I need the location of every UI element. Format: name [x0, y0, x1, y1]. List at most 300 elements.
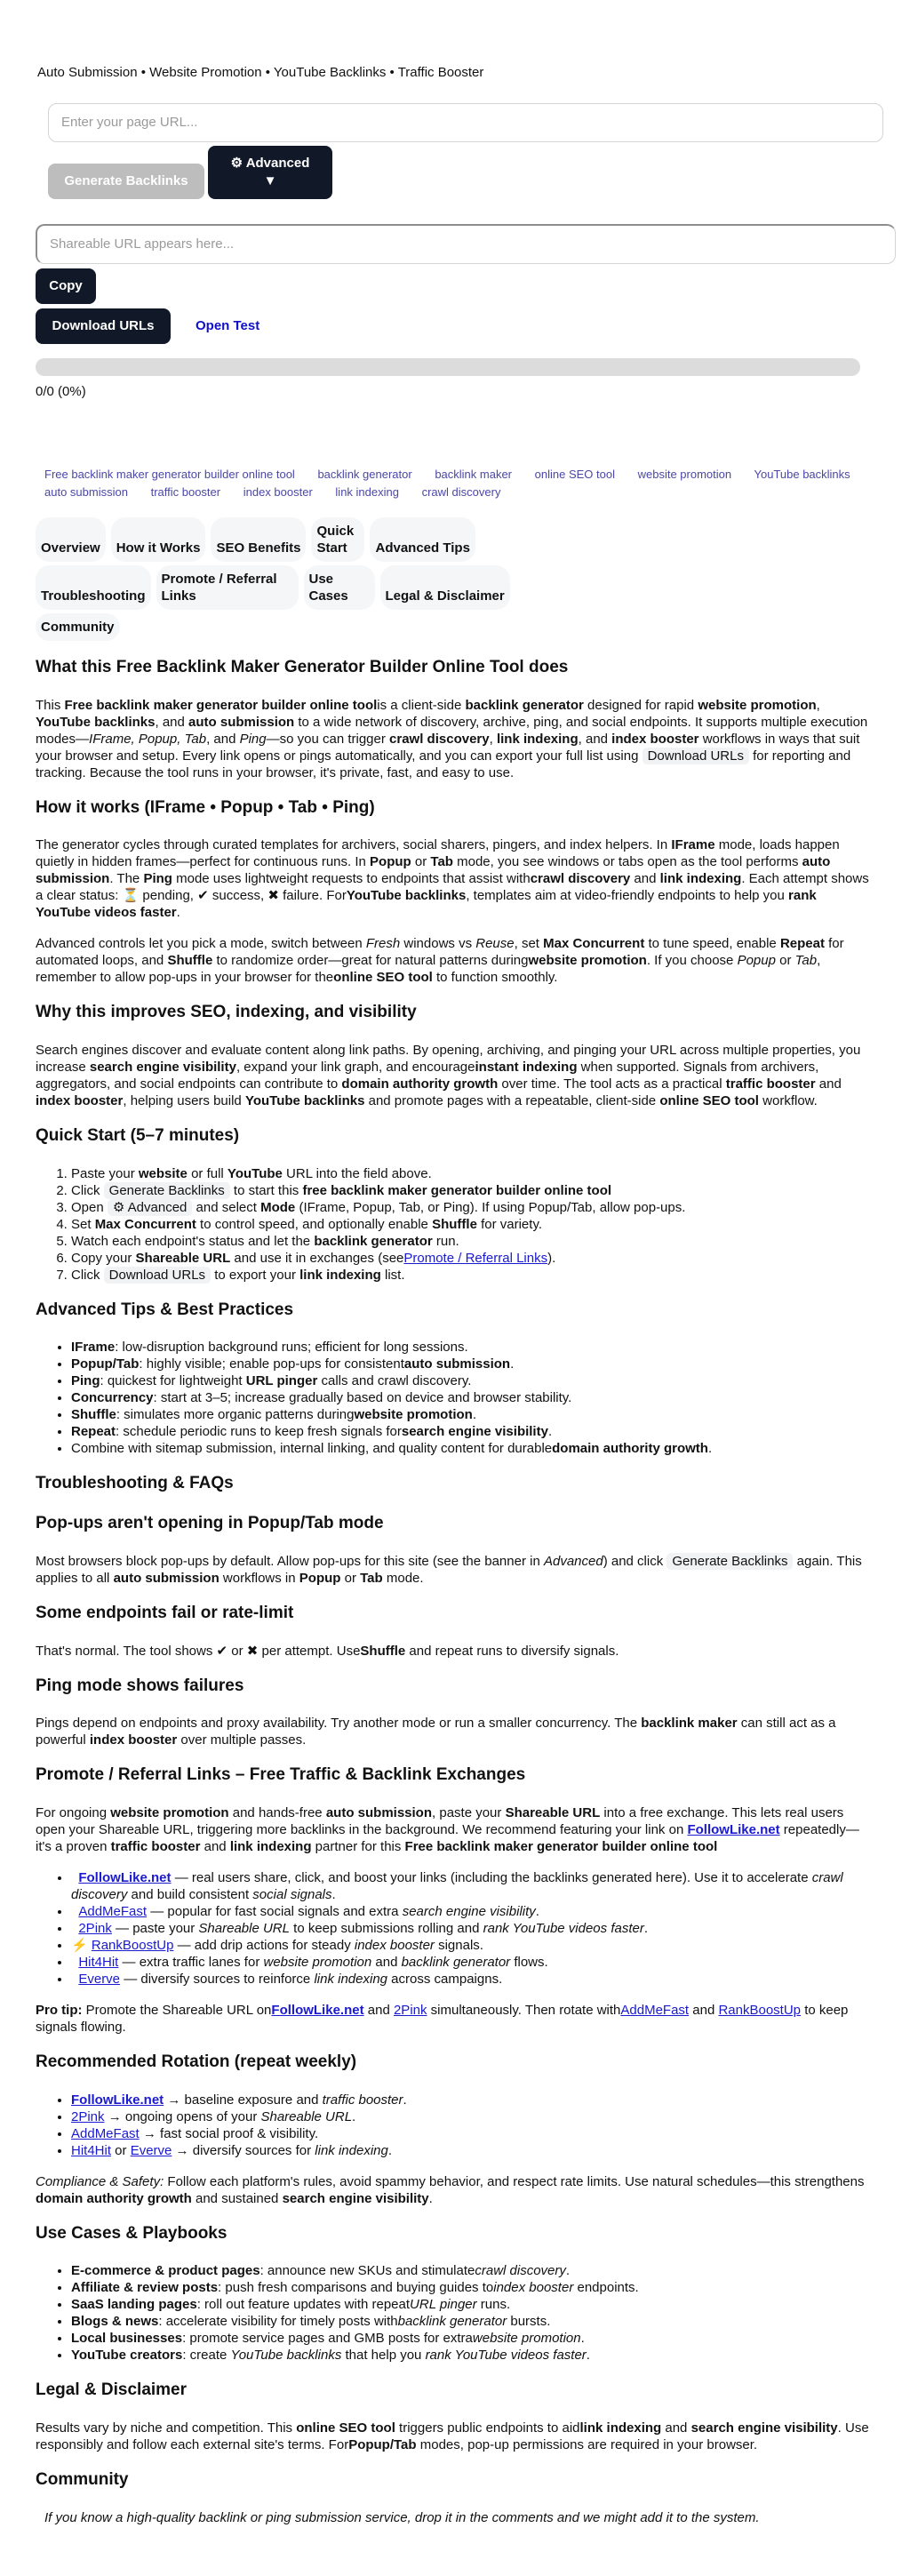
- text: when supported. Signals from archivers, aggregators, and social endpoints can contribute to: [36, 1060, 819, 1092]
- emphasis: Fresh: [365, 936, 401, 952]
- emphasis: Ping: [71, 1373, 100, 1389]
- text: Pings depend on endpoints and proxy availability. Try another mode or run a smaller concurrency. The: [36, 1716, 642, 1732]
- text: That's normal. The tool shows: [36, 1643, 217, 1659]
- tip-item: [71, 1389, 874, 1406]
- tip-item: [71, 1339, 874, 1356]
- faq-title: Pop-ups aren't opening in Popup/Tab mode: [36, 1514, 384, 1533]
- emphasis: crawl discovery: [530, 871, 631, 887]
- emphasis: website promotion: [263, 1954, 372, 1970]
- text: pending,: [139, 888, 198, 904]
- emphasis: Popup: [737, 953, 776, 969]
- text: , expand your link graph, and encourage: [235, 1060, 475, 1076]
- text: and: [689, 2002, 719, 2018]
- text: windows vs: [400, 936, 476, 952]
- text: —so you can trigger: [266, 731, 390, 747]
- text: can still act as a powerful: [36, 1716, 836, 1748]
- keyword-tag[interactable]: crawl discovery: [421, 485, 501, 499]
- emphasis: Ping: [239, 731, 267, 747]
- site-link-hit4hit[interactable]: Hit4Hit: [78, 1954, 119, 1970]
- text: ,: [489, 731, 497, 747]
- section-quick-start: [36, 1125, 874, 1284]
- status-icon: ✔: [197, 888, 209, 904]
- text: crawl discovery: [377, 1373, 468, 1389]
- text: .: [535, 1903, 539, 1919]
- section-legal: [36, 2380, 874, 2453]
- section-title: What this Free Backlink Maker Generator Builder Online Tool does: [36, 658, 569, 676]
- quick-start-step: [71, 1216, 874, 1233]
- text: .: [586, 2348, 590, 2364]
- emphasis: traffic booster: [110, 1838, 201, 1854]
- rotation-item: [71, 2092, 874, 2108]
- text: and hands-free: [228, 1804, 326, 1820]
- use-case-item: [71, 2347, 874, 2364]
- keyword-tag[interactable]: link indexing: [335, 485, 399, 499]
- section-troubleshooting: [36, 1473, 874, 1748]
- section-title: How it works (IFrame • Popup • Tab • Ping): [36, 797, 375, 817]
- emphasis: backlink generator: [397, 2314, 507, 2330]
- text: .: [707, 1441, 713, 1457]
- text: , helping users build: [123, 1093, 245, 1109]
- toc-link-advanced-tips[interactable]: Advanced Tips: [370, 517, 475, 562]
- emphasis: auto submission: [36, 854, 831, 887]
- how-paragraph-1: [36, 836, 874, 921]
- text: : highly visible; enable pop-ups for consistent: [139, 1356, 404, 1372]
- text: and: [371, 1954, 402, 1970]
- text: — paste your: [111, 1920, 199, 1936]
- site-link-addmefast[interactable]: AddMeFast: [78, 1903, 148, 1919]
- tip-item: [71, 1440, 874, 1457]
- advanced-toggle-button[interactable]: [208, 146, 332, 199]
- emphasis: Free backlink maker generator builder online tool: [64, 697, 378, 713]
- status-icon: ⏳: [122, 888, 140, 904]
- emphasis: IFrame: [671, 837, 715, 853]
- text: Combine with sitemap submission, internal linking, and quality content for durable: [71, 1441, 553, 1457]
- tip-item: [71, 1356, 874, 1372]
- why-paragraph: [36, 1042, 874, 1109]
- text: Search engines discover and evaluate content along link paths. By opening, archiving, and pinging your URL across multiple properties, you increase: [36, 1043, 861, 1076]
- text: For ongoing: [36, 1804, 111, 1820]
- emphasis: Popup/Tab: [71, 1356, 140, 1372]
- text: and sustained: [191, 2190, 283, 2206]
- text: ,: [816, 697, 820, 713]
- rotation-item: [71, 2142, 874, 2159]
- faq-answer: [36, 1715, 874, 1748]
- emphasis: Reuse: [475, 936, 515, 952]
- text: (IFrame, Popup, Tab, or Ping). If using Popup/Tab, allow pop-ups.: [295, 1199, 686, 1215]
- emphasis: index booster: [354, 1937, 435, 1953]
- section-title: Legal & Disclaimer: [36, 2380, 188, 2400]
- faq-answer: [36, 1643, 874, 1660]
- faq-answer: [36, 1553, 874, 1587]
- section-community: [36, 2469, 874, 2526]
- toc-link-seo-benefits[interactable]: SEO Benefits: [211, 517, 306, 562]
- text: : roll out feature updates with repeat: [196, 2297, 411, 2313]
- keyword-tag[interactable]: traffic booster: [150, 485, 221, 499]
- section-seo-benefits: [36, 1002, 874, 1109]
- inline-link[interactable]: FollowLike.net: [271, 2002, 364, 2018]
- text: repeatedly— it's a proven: [36, 1821, 859, 1854]
- emphasis: auto submission: [113, 1570, 220, 1586]
- button-reference-chip: Generate Backlinks: [104, 1182, 230, 1199]
- gear-icon: ⚙: [230, 156, 243, 171]
- text: and use it in exchanges (see: [230, 1250, 404, 1266]
- inline-link[interactable]: FollowLike.net: [71, 2092, 164, 2108]
- emphasis: IFrame: [71, 1340, 116, 1356]
- toc-link-troubleshooting[interactable]: Troubleshooting: [36, 565, 151, 610]
- keyword-tag[interactable]: Free backlink maker generator builder online tool: [44, 468, 295, 481]
- emphasis: website promotion: [110, 1804, 229, 1820]
- table-of-contents: [36, 517, 533, 641]
- text: → ongoing opens of your: [104, 2108, 261, 2124]
- text: to keep submissions rolling and: [289, 1920, 483, 1936]
- emphasis: backlink generator: [314, 1233, 433, 1249]
- use-case-item: [71, 2313, 874, 2330]
- use-cases-list: [36, 2262, 874, 2364]
- keyword-tag[interactable]: online SEO tool: [534, 468, 615, 481]
- keyword-tag[interactable]: backlink maker: [435, 468, 513, 481]
- text: partner for this: [311, 1838, 405, 1854]
- emphasis: index booster: [89, 1732, 178, 1748]
- emphasis: domain authority growth: [36, 2190, 192, 2206]
- text: flows.: [510, 1954, 548, 1970]
- text: , templates aim at video-friendly endpoints to help you: [466, 888, 789, 904]
- section-title: Recommended Rotation (repeat weekly): [36, 2052, 357, 2071]
- toc-link-overview[interactable]: Overview: [36, 517, 106, 562]
- text: runs.: [476, 2297, 511, 2313]
- site-link-followlikenet[interactable]: FollowLike.net: [78, 1869, 172, 1885]
- emphasis: auto submission: [325, 1804, 433, 1820]
- text: again. This applies to all: [36, 1553, 862, 1586]
- tips-list: [36, 1339, 874, 1457]
- rotation-item: [71, 2108, 874, 2125]
- emphasis: Popup/Tab: [348, 2436, 417, 2452]
- section-use-cases: [36, 2223, 874, 2364]
- text: workflow.: [758, 1093, 818, 1109]
- emphasis: crawl discovery: [389, 731, 490, 747]
- text: into a free exchange. This lets real users open your Shareable URL, triggering more backlinks in the background. We recommend featuring your link on: [36, 1804, 844, 1837]
- emphasis: search engine visibility: [690, 2420, 838, 2436]
- inline-link[interactable]: 2Pink: [71, 2108, 105, 2124]
- text: , paste your: [432, 1804, 506, 1820]
- text: signals.: [434, 1937, 483, 1953]
- site-link-everve[interactable]: Everve: [78, 1971, 121, 1987]
- text: .: [643, 1920, 649, 1936]
- keyword-tag[interactable]: YouTube backlinks: [754, 468, 850, 481]
- text: : low-disruption background runs; efficient for long sessions.: [115, 1340, 468, 1356]
- emphasis: search engine visibility: [89, 1060, 236, 1076]
- emphasis: search engine visibility: [402, 1903, 536, 1919]
- text: mode, loads happen quietly in hidden frames—perfect for continuous runs. In: [36, 837, 840, 870]
- emphasis: link indexing: [314, 1971, 388, 1987]
- text: success,: [208, 888, 268, 904]
- text: , and: [578, 731, 612, 747]
- text: mode, you see windows or tabs open as the tool performs: [452, 854, 802, 870]
- text: URL into the field above.: [282, 1165, 432, 1181]
- exchange-sites-list: [36, 1869, 874, 1988]
- toc-link-promote-referral-links[interactable]: Promote / Referral Links: [156, 565, 299, 610]
- emphasis: IFrame, Popup, Tab: [89, 731, 207, 747]
- emphasis: link indexing: [299, 1267, 381, 1283]
- toc-link-community[interactable]: Community: [36, 613, 120, 641]
- page-url-input[interactable]: [48, 103, 883, 142]
- text: and: [815, 1076, 842, 1092]
- keyword-tag[interactable]: auto submission: [44, 485, 128, 499]
- advanced-label: Advanced: [245, 156, 310, 171]
- text: Copy your: [71, 1250, 136, 1266]
- keyword-tag[interactable]: index booster: [243, 485, 313, 499]
- text: : start at 3–5; increase gradually based on device and browser stability.: [153, 1390, 572, 1406]
- section-advanced-tips: [36, 1300, 874, 1458]
- text: . Use responsibly and follow each external site's terms. For: [36, 2420, 869, 2452]
- emphasis: YouTube backlinks: [36, 714, 156, 730]
- text: for automated loops, and: [36, 936, 844, 969]
- toc-link-how-it-works[interactable]: How it Works: [111, 517, 206, 562]
- emphasis: YouTube backlinks: [244, 1093, 365, 1109]
- text: : promote service pages and GMB posts for extra: [182, 2331, 473, 2347]
- pro-tip: [36, 2002, 874, 2036]
- emphasis: E-commerce & product pages: [71, 2263, 260, 2279]
- toc-link-use-cases[interactable]: Use Cases: [304, 565, 375, 610]
- text: to randomize order—great for natural patterns during: [212, 953, 529, 969]
- text: — extra traffic lanes for: [118, 1954, 264, 1970]
- text: Promote the Shareable URL on: [82, 2002, 272, 2018]
- emphasis: Shuffle: [360, 1643, 406, 1659]
- emphasis: search engine visibility: [282, 2190, 429, 2206]
- inline-link[interactable]: RankBoostUp: [718, 2002, 802, 2018]
- inline-link[interactable]: AddMeFast: [71, 2125, 140, 2141]
- text: Advanced controls let you pick a mode, switch between: [36, 936, 366, 952]
- copy-button[interactable]: Copy: [36, 268, 96, 304]
- status-icon: ✖: [267, 888, 279, 904]
- text: and: [363, 2002, 394, 2018]
- toc-link-quick-start[interactable]: Quick Start: [311, 517, 364, 562]
- text: .: [352, 2108, 356, 2124]
- section-title: Why this improves SEO, indexing, and visibility: [36, 1003, 417, 1022]
- emphasis: Shuffle: [71, 1407, 116, 1423]
- text: Click: [71, 1267, 104, 1283]
- text: or: [775, 953, 795, 969]
- section-how-it-works: [36, 797, 874, 987]
- text: : schedule periodic runs to keep fresh signals for: [116, 1424, 402, 1440]
- button-reference-chip: Generate Backlinks: [667, 1553, 793, 1570]
- text: Paste your: [71, 1165, 139, 1181]
- emphasis: Repeat: [71, 1424, 116, 1440]
- emphasis: online SEO tool: [296, 2420, 395, 2436]
- emphasis: instant indexing: [475, 1060, 578, 1076]
- text: — real users share, click, and boost your links (including the backlinks generated here). Use it to accelerate: [171, 1869, 812, 1885]
- exchange-site-item: [71, 1903, 874, 1920]
- inline-link[interactable]: FollowLike.net: [687, 1821, 780, 1837]
- chevron-down-icon: ▼: [263, 172, 277, 188]
- text: .: [565, 2263, 571, 2279]
- use-case-item: [71, 2296, 874, 2313]
- emphasis: Popup: [299, 1570, 341, 1586]
- emphasis: Free backlink maker generator builder online tool: [404, 1838, 718, 1854]
- emphasis: auto submission: [188, 714, 295, 730]
- text: Set: [71, 1216, 95, 1232]
- text: .: [403, 2092, 407, 2108]
- emphasis: Shareable URL: [260, 2108, 353, 2124]
- text: to export your: [211, 1267, 300, 1283]
- shareable-url-field[interactable]: [36, 224, 896, 264]
- rotation-list: [36, 2092, 874, 2159]
- text: ) and click: [603, 1553, 667, 1569]
- emphasis: search engine visibility: [401, 1424, 548, 1440]
- emphasis: SaaS landing pages: [71, 2297, 197, 2313]
- text: failure. For: [278, 888, 347, 904]
- emphasis: website promotion: [698, 697, 817, 713]
- text: This: [36, 697, 65, 713]
- text: Click: [71, 1182, 104, 1198]
- inline-link[interactable]: Hit4Hit: [71, 2142, 112, 2158]
- text: workflows in: [219, 1570, 299, 1586]
- text: . The: [109, 871, 144, 887]
- legal-paragraph: [36, 2420, 874, 2453]
- quick-start-step: [71, 1250, 874, 1267]
- compliance-note: [36, 2173, 874, 2207]
- exchange-site-item: [71, 1869, 874, 1903]
- emphasis: Concurrency: [71, 1390, 154, 1406]
- download-urls-button[interactable]: Download URLs: [36, 308, 171, 344]
- keyword-tag[interactable]: website promotion: [637, 468, 732, 481]
- site-link-rankboostup[interactable]: RankBoostUp: [91, 1937, 174, 1953]
- text: : create: [182, 2348, 231, 2364]
- section-title: Troubleshooting & FAQs: [36, 1474, 234, 1493]
- toc-link-legal-disclaimer[interactable]: Legal & Disclaimer: [380, 565, 510, 610]
- text: .: [387, 2142, 393, 2158]
- emphasis: YouTube backlinks: [230, 2348, 342, 2364]
- exchange-site-item: [71, 1920, 874, 1937]
- text: → fast social proof & visibility.: [139, 2125, 319, 2141]
- action-row: [48, 146, 874, 199]
- text: that help you: [341, 2348, 426, 2364]
- text: , set: [514, 936, 544, 952]
- emphasis: Max Concurrent: [94, 1216, 196, 1232]
- emphasis: Mode: [260, 1199, 296, 1215]
- emphasis: Pro tip:: [36, 2002, 83, 2018]
- section-title: Promote / Referral Links – Free Traffic & Backlink Exchanges: [36, 1765, 526, 1785]
- emphasis: backlink generator: [401, 1954, 511, 1970]
- text: ).: [547, 1250, 556, 1266]
- emphasis: YouTube: [227, 1165, 283, 1181]
- section-overview: [36, 657, 874, 781]
- rotation-item: [71, 2125, 874, 2142]
- emphasis: free backlink maker generator builder online tool: [302, 1182, 612, 1198]
- text: , and: [155, 714, 189, 730]
- download-row: [36, 308, 874, 344]
- tagline: Auto Submission • Website Promotion • YouTube Backlinks • Traffic Booster: [37, 65, 484, 80]
- text: mode.: [382, 1570, 424, 1586]
- text: is a client-side: [377, 697, 466, 713]
- emphasis: rank YouTube videos faster: [36, 888, 817, 921]
- exchange-site-item: [71, 1937, 874, 1954]
- text: and promote pages with a repeatable, client-side: [364, 1093, 660, 1109]
- text: workflows in ways that suit your browser and setup. Every link opens or pings automatically, and you can export your full list using: [36, 731, 860, 764]
- emphasis: link indexing: [496, 731, 579, 747]
- emphasis: Repeat: [779, 936, 825, 952]
- emphasis: Advanced: [543, 1553, 603, 1569]
- site-link-2pink[interactable]: 2Pink: [78, 1920, 112, 1936]
- text: over time. The tool acts as a practical: [498, 1076, 726, 1092]
- emphasis: Local businesses: [71, 2331, 183, 2347]
- text: or: [340, 1570, 361, 1586]
- text: calls and: [317, 1373, 378, 1389]
- emphasis: crawl discovery: [71, 1869, 843, 1902]
- emphasis: Shuffle: [167, 953, 213, 969]
- text: to function smoothly.: [432, 970, 558, 986]
- text: , and: [206, 731, 240, 747]
- emphasis: backlink generator: [465, 697, 584, 713]
- text: designed for rapid: [583, 697, 698, 713]
- text: → baseline exposure and: [164, 2092, 323, 2108]
- text: triggers public endpoints to aid: [395, 2420, 580, 2436]
- emphasis: index booster: [36, 1093, 124, 1109]
- emphasis: link indexing: [659, 871, 742, 887]
- use-case-item: [71, 2279, 874, 2296]
- use-case-item: [71, 2262, 874, 2279]
- text: for reporting and tracking. Because the tool runs in your browser, it's private, fast, and easy to use.: [36, 748, 851, 780]
- text: .: [547, 1424, 553, 1440]
- emphasis: backlink maker: [641, 1716, 738, 1732]
- overview-paragraph: [36, 697, 874, 781]
- emphasis: social signals: [252, 1886, 332, 1902]
- text: Open: [71, 1199, 108, 1215]
- text: modes, pop-up permissions are required in your browser.: [416, 2436, 758, 2452]
- section-promote: [36, 1764, 874, 2206]
- keyword-tags: [36, 466, 874, 501]
- emphasis: YouTube backlinks: [346, 888, 467, 904]
- quick-start-steps: [36, 1165, 874, 1284]
- section-title: Quick Start (5–7 minutes): [36, 1126, 240, 1146]
- text: , remember to allow pop-ups in your browser for the: [36, 953, 821, 986]
- status-icon: ✔: [216, 1643, 228, 1659]
- section-title: Advanced Tips & Best Practices: [36, 1300, 294, 1319]
- inline-link[interactable]: 2Pink: [393, 2002, 427, 2018]
- keyword-tag[interactable]: backlink generator: [317, 468, 412, 481]
- open-test-link[interactable]: Open Test: [196, 317, 260, 333]
- text: The generator cycles through curated templates for archivers, social sharers, pingers, and index helpers. In: [36, 837, 672, 853]
- text: Follow each platform's rules, avoid spammy behavior, and respect rate limits. Use natural schedules—this strengthens: [164, 2173, 865, 2189]
- community-note: If you know a high-quality backlink or ping submission service, drop it in the comments and we might add it to the system.: [44, 2509, 760, 2525]
- inline-link[interactable]: Everve: [130, 2142, 172, 2158]
- text: Watch each endpoint's status and let the: [71, 1233, 315, 1249]
- generate-backlinks-button[interactable]: Generate Backlinks: [48, 164, 204, 199]
- text: or: [228, 1643, 247, 1659]
- text: and: [200, 1838, 230, 1854]
- emphasis: rank YouTube videos faster: [425, 2348, 587, 2364]
- text: .: [467, 1373, 472, 1389]
- text: run.: [432, 1233, 459, 1249]
- emphasis: rank YouTube videos faster: [483, 1920, 644, 1936]
- text: — diversify sources to reinforce: [120, 1971, 315, 1987]
- text: or: [111, 2142, 131, 2158]
- section-title: Use Cases & Playbooks: [36, 2223, 228, 2243]
- emphasis: Shareable URL: [198, 1920, 290, 1936]
- button-reference-chip: ⚙ Advanced: [108, 1199, 193, 1216]
- emphasis: website promotion: [354, 1407, 473, 1423]
- inline-link[interactable]: AddMeFast: [620, 2002, 690, 2018]
- text: . If you choose: [646, 953, 738, 969]
- text: .: [428, 2190, 433, 2206]
- emphasis: Blogs & news: [71, 2314, 159, 2330]
- emphasis: website: [138, 1165, 188, 1181]
- text: .: [510, 1356, 515, 1372]
- text: and repeat runs to diversify signals.: [405, 1643, 619, 1659]
- inline-link[interactable]: Promote / Referral Links: [403, 1250, 548, 1266]
- button-reference-chip: Download URLs: [104, 1267, 211, 1284]
- text: and build consistent: [127, 1886, 253, 1902]
- emphasis: traffic booster: [322, 2092, 403, 2108]
